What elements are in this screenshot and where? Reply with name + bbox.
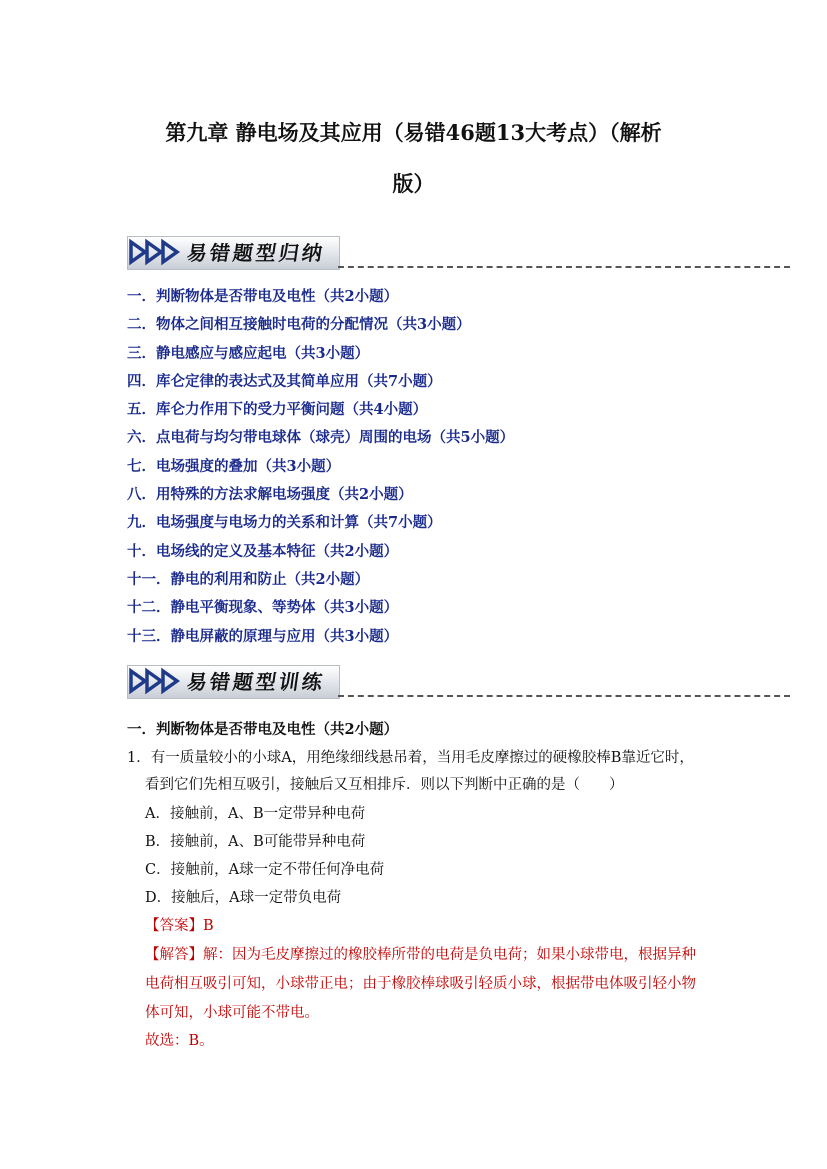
dashed-divider bbox=[338, 695, 790, 697]
topic-item[interactable]: 十三．静电屏蔽的原理与应用（共3小题） bbox=[127, 627, 399, 645]
option-b: B．接触前，A、B可能带异种电荷 bbox=[145, 834, 366, 850]
summary-banner bbox=[127, 236, 790, 272]
topic-item[interactable]: 十一．静电的利用和防止（共2小题） bbox=[127, 570, 370, 588]
topic-item[interactable]: 九．电场强度与电场力的关系和计算（共7小题） bbox=[127, 514, 442, 532]
analysis-text: 【解答】解：因为毛皮摩擦过的橡胶棒所带的电荷是负电荷；如果小球带电，根据异种 bbox=[145, 947, 696, 963]
triple-arrow-icon bbox=[127, 665, 187, 697]
training-banner bbox=[127, 665, 790, 701]
topic-item[interactable]: 八．用特殊的方法求解电场强度（共2小题） bbox=[127, 486, 413, 504]
topic-item[interactable]: 十二．静电平衡现象、等势体（共3小题） bbox=[127, 599, 399, 617]
conclusion-text: 故选：B。 bbox=[145, 1033, 214, 1049]
topic-item[interactable]: 六．点电荷与均匀带电球体（球壳）周围的电场（共5小题） bbox=[127, 429, 515, 447]
analysis-text-continued: 体可知，小球可能不带电。 bbox=[145, 1005, 319, 1021]
dashed-divider bbox=[338, 266, 790, 268]
document-title: 第九章 静电场及其应用（易错46题13大考点）（解析 bbox=[165, 120, 662, 145]
answer-label: 【答案】B bbox=[145, 918, 214, 934]
option-c: C．接触前，A球一定不带任何净电荷 bbox=[145, 862, 385, 878]
topic-item[interactable]: 十．电场线的定义及基本特征（共2小题） bbox=[127, 542, 399, 560]
analysis-text-continued: 电荷相互吸引可知，小球带正电；由于橡胶棒球吸引轻质小球，根据带电体吸引轻小物 bbox=[145, 976, 696, 992]
option-d: D．接触后，A球一定带负电荷 bbox=[145, 890, 342, 906]
topic-item[interactable]: 四．库仑定律的表达式及其简单应用（共7小题） bbox=[127, 372, 442, 390]
topic-item[interactable]: 二．物体之间相互接触时电荷的分配情况（共3小题） bbox=[127, 316, 471, 334]
topic-item[interactable]: 七．电场强度的叠加（共3小题） bbox=[127, 457, 341, 475]
topic-item[interactable]: 三．静电感应与感应起电（共3小题） bbox=[127, 344, 370, 362]
banner-title: 易错题型归纳 bbox=[185, 241, 327, 265]
topic-item[interactable]: 一．判断物体是否带电及电性（共2小题） bbox=[127, 288, 399, 305]
option-a: A．接触前，A、B一定带异种电荷 bbox=[145, 806, 366, 822]
question-text-continued: 看到它们先相互吸引，接触后又互相排斥．则以下判断中正确的是（ ） bbox=[145, 777, 624, 793]
document-title-continued: 版） bbox=[392, 171, 435, 196]
topic-item[interactable]: 五．库仑力作用下的受力平衡问题（共4小题） bbox=[127, 401, 428, 419]
triple-arrow-icon bbox=[127, 236, 187, 268]
topic-list bbox=[127, 286, 787, 654]
section-heading: 一．判断物体是否带电及电性（共2小题） bbox=[127, 721, 399, 738]
question-text: 1．有一质量较小的小球A，用绝缘细线悬吊着，当用毛皮摩擦过的硬橡胶棒B靠近它时， bbox=[127, 750, 694, 766]
banner-title: 易错题型训练 bbox=[185, 670, 327, 694]
